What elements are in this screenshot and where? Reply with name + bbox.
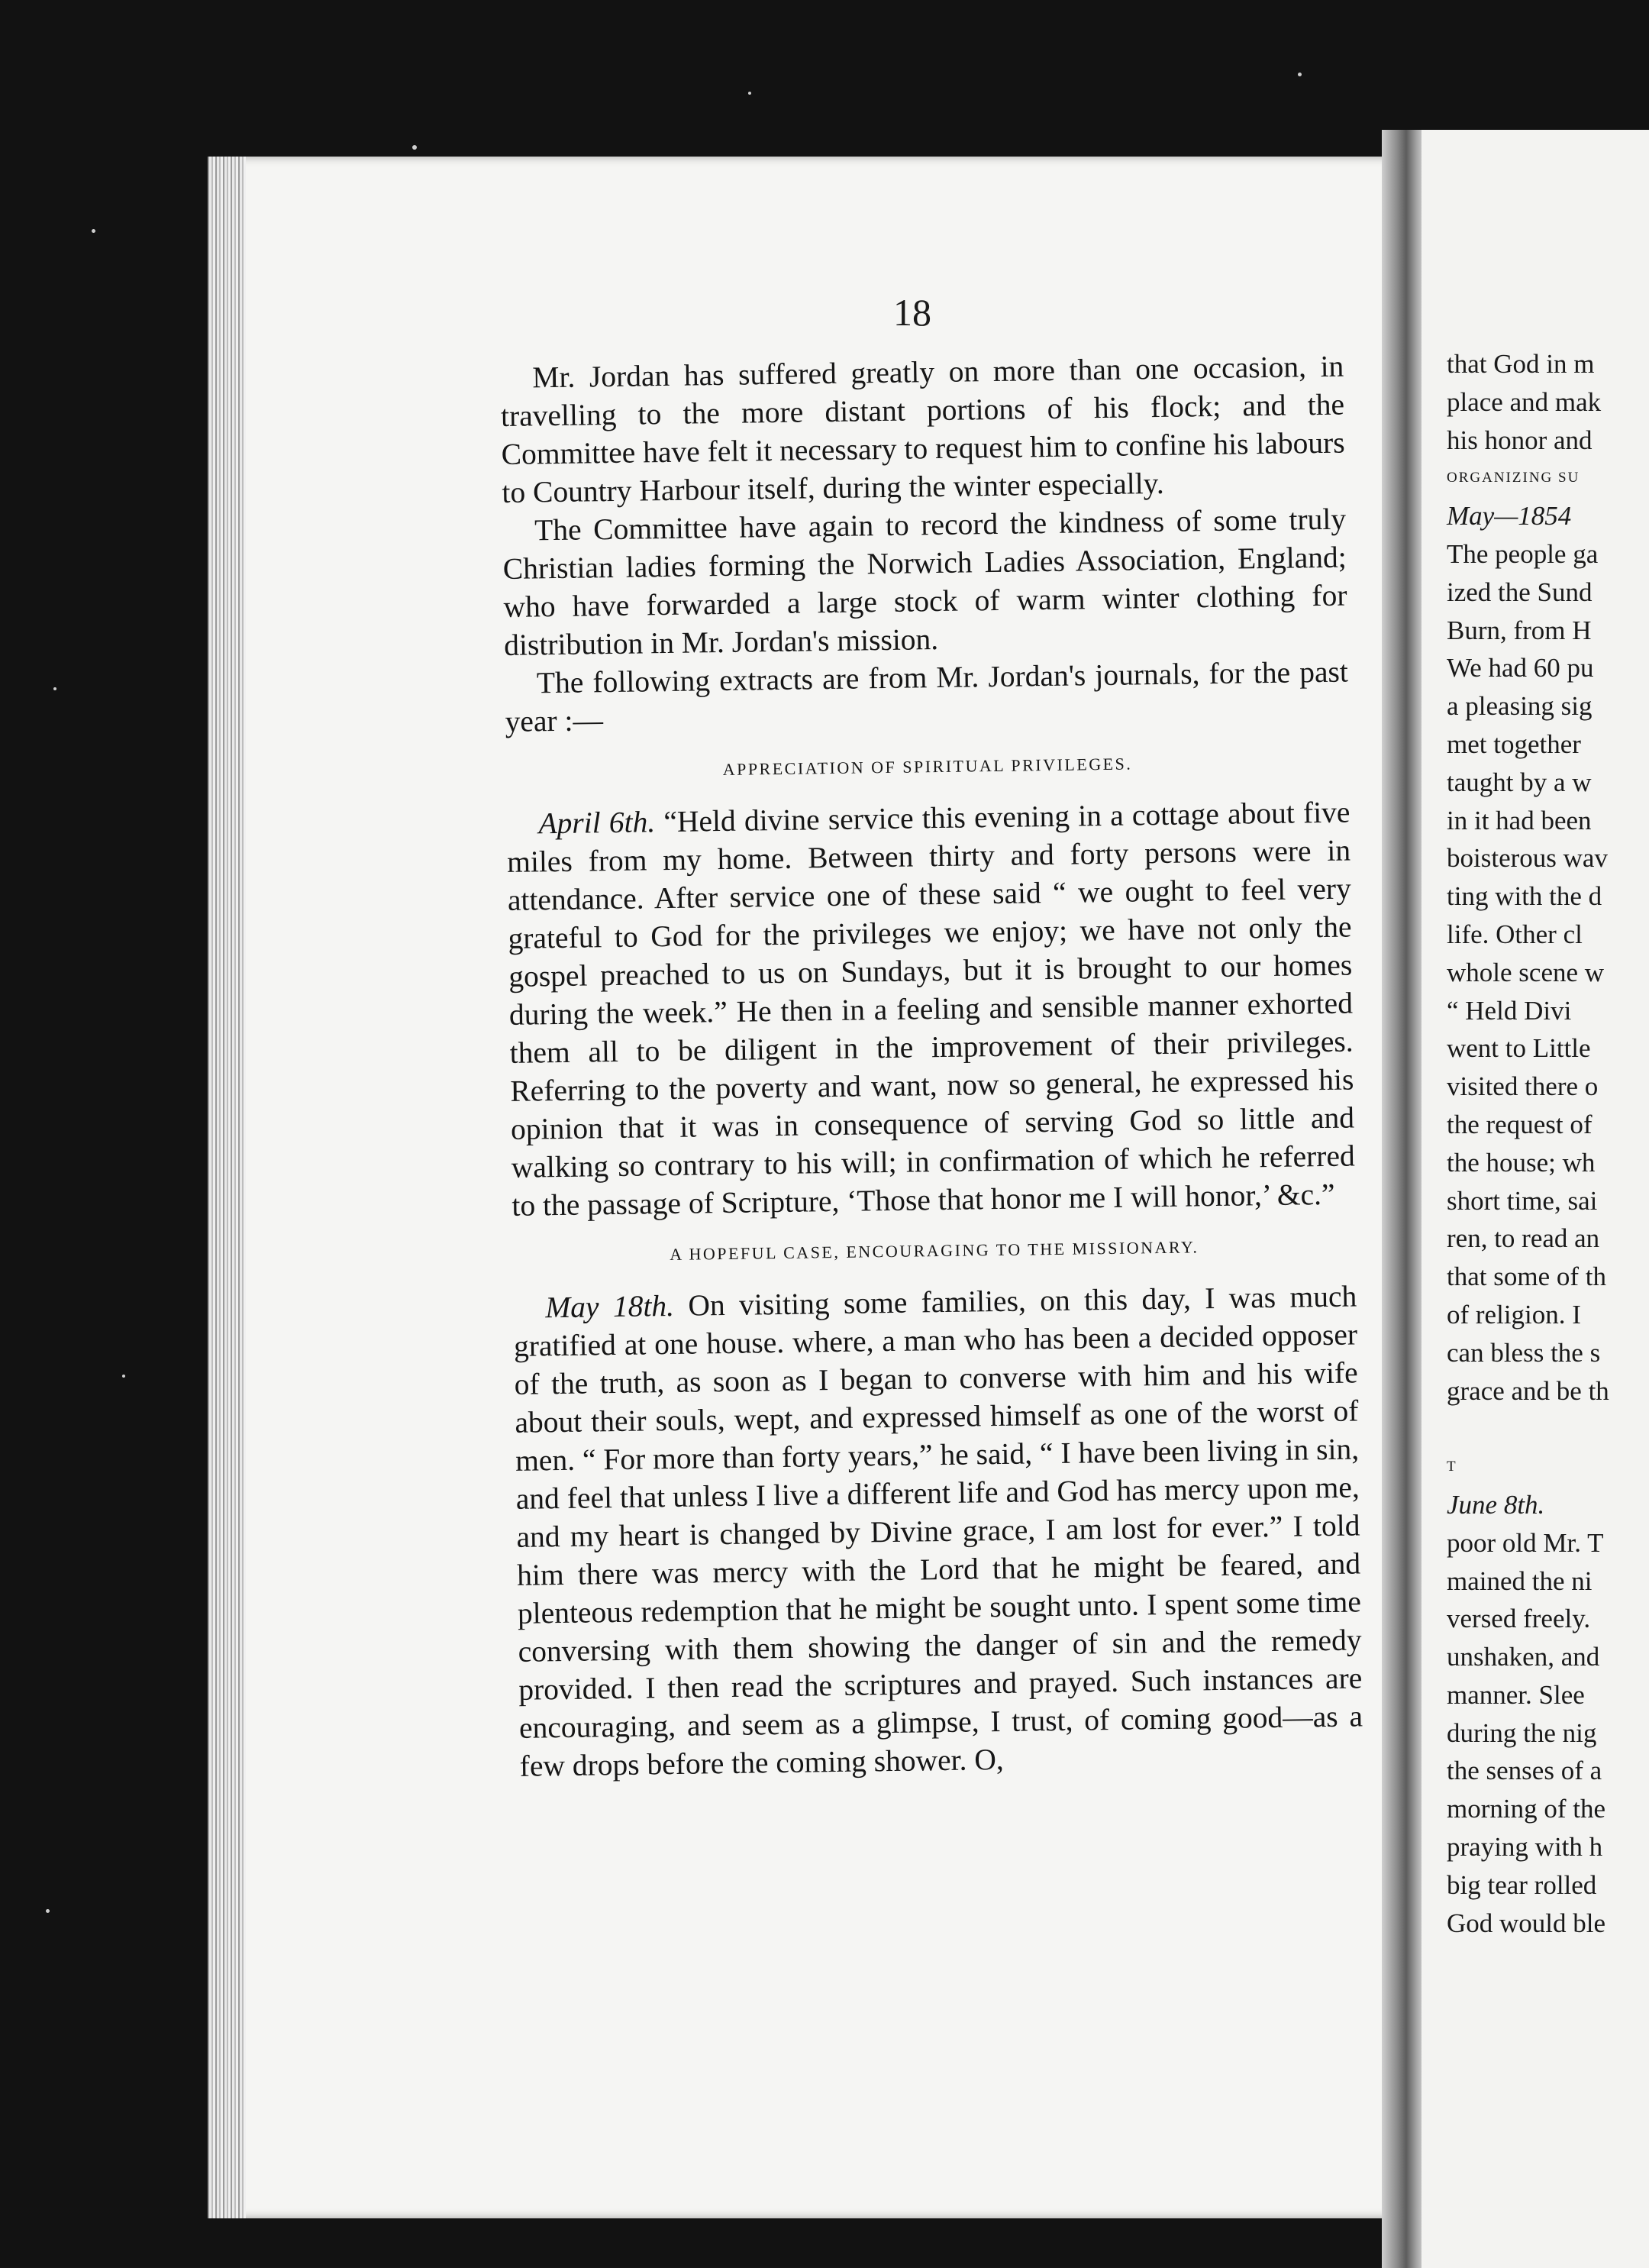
- right-page-line: poor old Mr. T: [1447, 1527, 1604, 1558]
- right-page-line: during the nig: [1447, 1717, 1597, 1748]
- right-page-line: ren, to read an: [1447, 1223, 1600, 1254]
- right-page-line: life. Other cl: [1447, 919, 1583, 949]
- right-page-line: God would ble: [1447, 1908, 1606, 1938]
- right-page-line: the senses of a: [1447, 1756, 1602, 1786]
- right-page-line: of religion. I: [1447, 1299, 1581, 1329]
- right-page-line: “ Held Divi: [1447, 995, 1572, 1026]
- right-page-line: manner. Slee: [1447, 1679, 1585, 1710]
- book-gutter: [1382, 130, 1426, 2268]
- paragraph: The Committee have again to record the kindness of some truly Christian ladies forming the Norwich Ladies Association, England; who have forwarded a large stock of warm winter clothing for distribution in Mr. Jordan's mission.: [502, 502, 1347, 662]
- entry-text: On visiting some families, on this day, I was much gratified at one house. where, a man who has been a decided opposer of the truth, as soon as I began to converse with him and his wife about their souls, wept, and expressed himself as one of the worst of men. “ For more than forty years,” he said, “ I have been living in sin, and feel that unless I live a different life and God has mercy upon me, and my heart is changed by Divine grace, I am lost for ever.” I told him there was mercy with the Lord that he might be feared, and plenteous redemption that he might be sought unto. I spent some time conversing with them showing the danger of sin and the remedy provided. I then read the scriptures and prayed. Such instances are encouraging, and seem as a glimpse, I trust, of coming good—as a few drops before the coming shower. O,: [513, 1279, 1363, 1783]
- right-page-line: the request of: [1447, 1109, 1593, 1139]
- right-page-line: taught by a w: [1447, 767, 1592, 797]
- dust-speck: [122, 1375, 125, 1378]
- right-page-line: May—1854: [1447, 501, 1572, 531]
- entry-text: “Held divine service this evening in a cottage about five miles from my home. Between thirty and forty persons were in attendance. After service one of these said “ we ought to feel very grateful to God for the privileges we enjoy; we have not only the gospel preached to us on Sundays, but it is brought to our homes during the week.” He then in a feeling and sensible manner exhorted them all to be diligent in the improvement of their privileges. Referring to the poverty and want, now so general, he expressed his opinion that it was in consequence of serving God so little and walking so contrary to his will; in confirmation of which he referred to the passage of Scripture, ‘Those that honor me I will honor,’ &c.”: [506, 795, 1355, 1223]
- dust-speck: [748, 92, 751, 95]
- dust-speck: [53, 687, 56, 690]
- right-page-line: his honor and: [1447, 425, 1593, 455]
- right-page-line: place and mak: [1447, 386, 1602, 417]
- dust-speck: [412, 145, 417, 150]
- entry-date: April 6th.: [538, 805, 656, 841]
- right-page-line: whole scene w: [1447, 957, 1605, 987]
- right-page-line: [1447, 1410, 1649, 1448]
- right-page-line: met together: [1447, 729, 1581, 759]
- section-heading: A HOPEFUL CASE, ENCOURAGING TO THE MISSIONARY.: [670, 1237, 1199, 1265]
- right-page-line: grace and be th: [1447, 1375, 1609, 1406]
- dust-speck: [1298, 73, 1302, 76]
- right-page-line: went to Little: [1447, 1033, 1591, 1064]
- left-page-text: [500, 347, 1363, 1785]
- section-heading: APPRECIATION OF SPIRITUAL PRIVILEGES.: [722, 754, 1133, 779]
- page-edges: [208, 157, 246, 2218]
- right-page-line: The people ga: [1447, 538, 1599, 569]
- journal-entry: [513, 1277, 1363, 1785]
- right-page-line: ized the Sund: [1447, 577, 1593, 607]
- right-page-line: morning of the: [1447, 1794, 1606, 1824]
- right-page-line: a pleasing sig: [1447, 691, 1593, 722]
- right-page-line: the house; wh: [1447, 1147, 1596, 1178]
- right-page-line: in it had been: [1447, 805, 1592, 835]
- right-page-line: praying with h: [1447, 1832, 1603, 1863]
- paragraph: The following extracts are from Mr. Jordan's journals, for the past year :—: [505, 654, 1349, 738]
- right-page-text: [1447, 345, 1649, 1942]
- right-page-line: mained the ni: [1447, 1565, 1593, 1596]
- page-number: 18: [893, 291, 931, 334]
- right-page-line: unshaken, and: [1447, 1642, 1600, 1672]
- right-page-line: boisterous wav: [1447, 843, 1608, 874]
- right-page-line: visited there o: [1447, 1071, 1599, 1102]
- right-page-line: June 8th.: [1447, 1489, 1545, 1520]
- right-page-line: We had 60 pu: [1447, 653, 1594, 683]
- right-page-line: versed freely.: [1447, 1604, 1591, 1634]
- right-page-line: short time, sai: [1447, 1185, 1598, 1216]
- right-page-line: that God in m: [1447, 349, 1595, 379]
- journal-entry: [506, 793, 1356, 1225]
- dust-speck: [92, 229, 95, 233]
- right-page-line: can bless the s: [1447, 1337, 1601, 1368]
- right-page-line: T: [1447, 1459, 1457, 1475]
- dust-speck: [46, 1909, 50, 1913]
- entry-date: May 18th.: [545, 1288, 675, 1325]
- right-page-line: Burn, from H: [1447, 615, 1592, 645]
- paragraph: Mr. Jordan has suffered greatly on more than one occasion, in travelling to the more distant portions of his flock; and the Committee have felt it necessary to request him to confine his labours to Country Harbour itself, during the winter especially.: [500, 349, 1345, 509]
- right-page-line: ting with the d: [1447, 881, 1602, 912]
- right-page-line: that some of th: [1447, 1262, 1606, 1292]
- right-page-line: ORGANIZING SU: [1447, 470, 1580, 486]
- right-page-line: big tear rolled: [1447, 1869, 1597, 1900]
